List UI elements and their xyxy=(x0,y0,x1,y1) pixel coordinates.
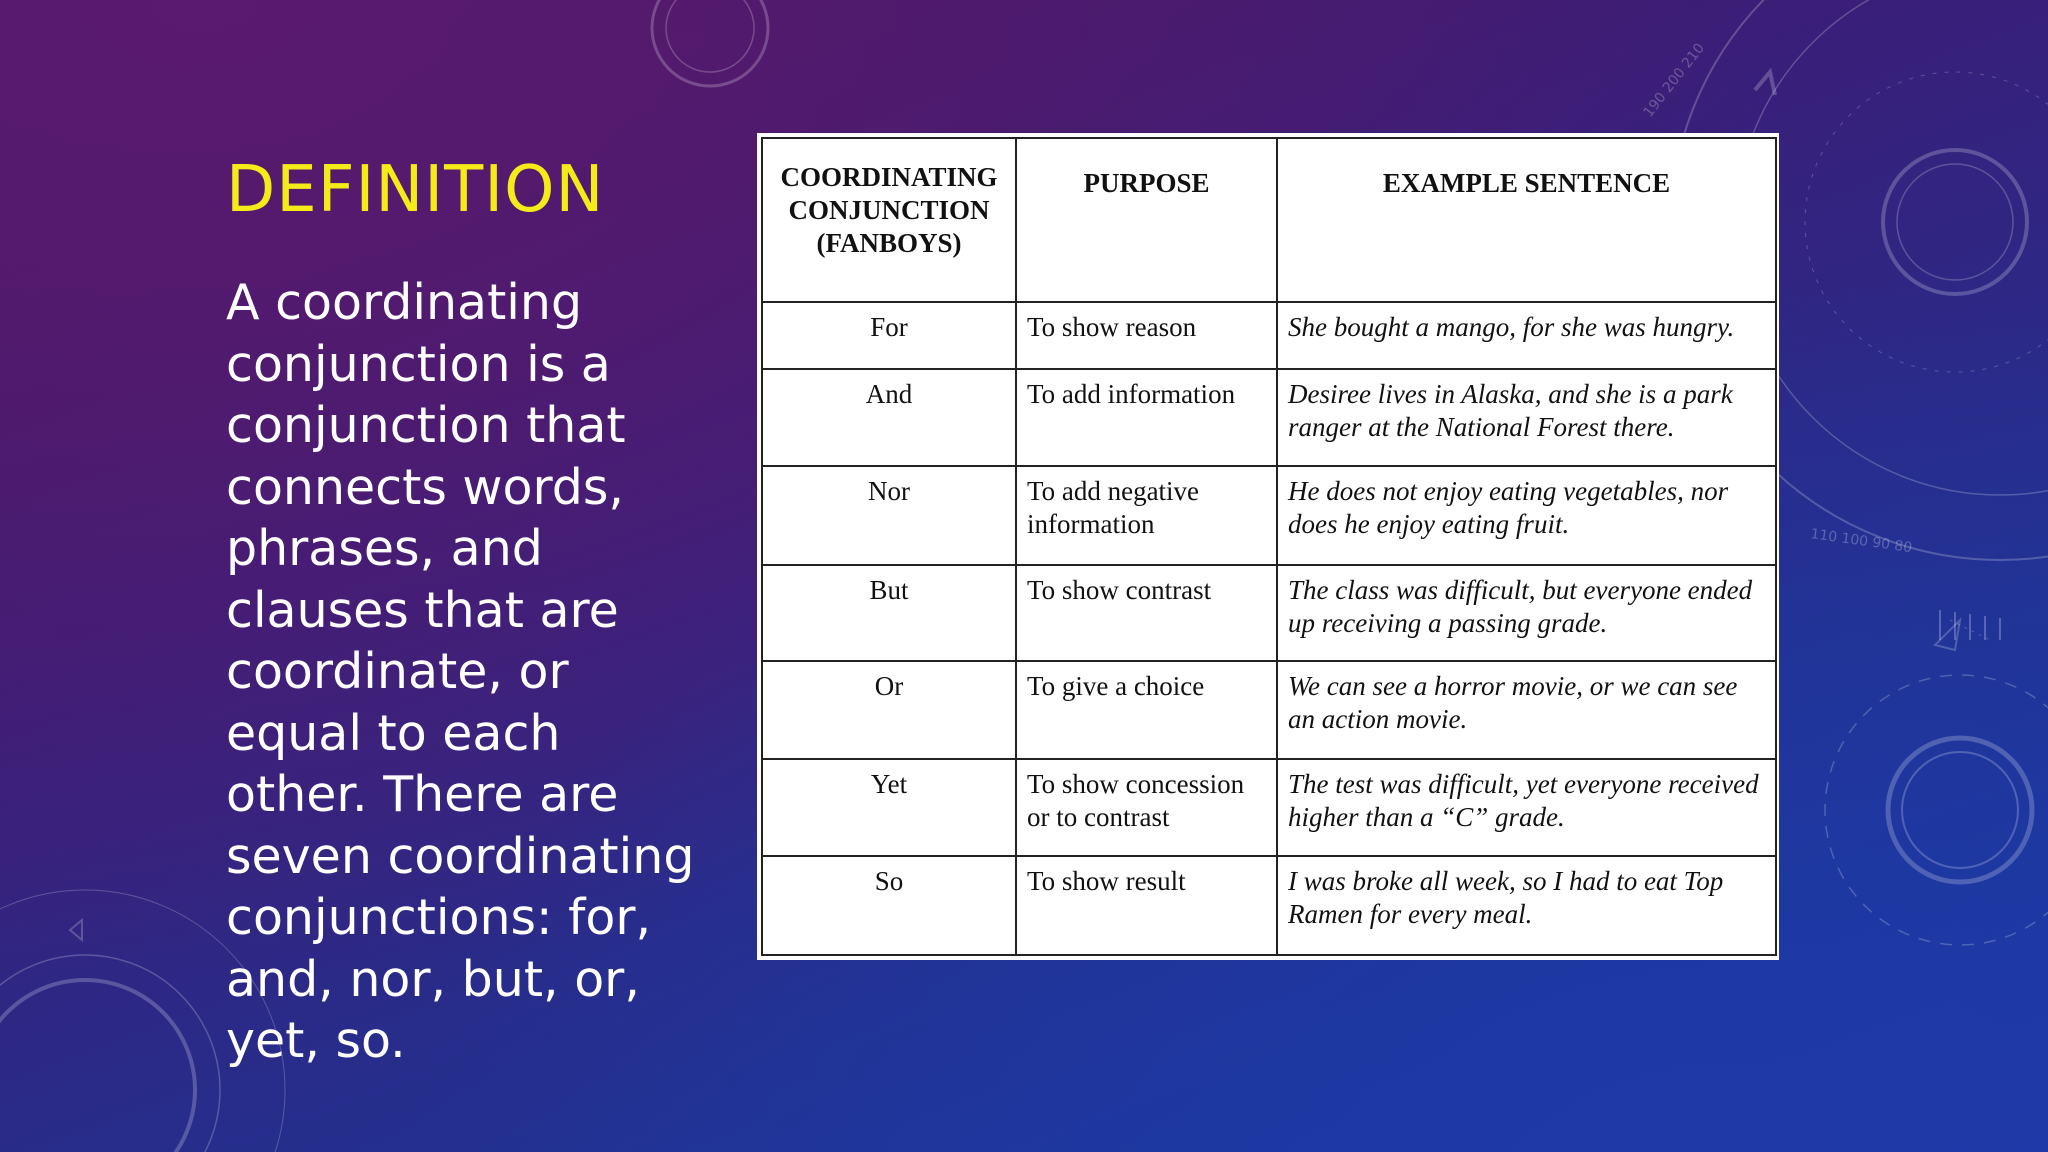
cell-conjunction: But xyxy=(762,565,1016,661)
cell-conjunction: So xyxy=(762,856,1016,955)
fanboys-table xyxy=(761,137,1777,956)
cell-purpose: To give a choice xyxy=(1016,661,1277,759)
cell-conjunction: Nor xyxy=(762,466,1016,565)
table-row xyxy=(762,565,1776,661)
fanboys-table-image xyxy=(757,133,1779,960)
cell-purpose: To show result xyxy=(1016,856,1277,955)
header-example: EXAMPLE SENTENCE xyxy=(1277,138,1776,302)
cell-conjunction: Or xyxy=(762,661,1016,759)
cell-example: Desiree lives in Alaska, and she is a park ranger at the National Forest there. xyxy=(1277,369,1776,466)
dial-label-right: 110 100 90 80 xyxy=(1809,526,1914,557)
table-row xyxy=(762,759,1776,856)
table-header-row xyxy=(762,138,1776,302)
slide-title: DEFINITION xyxy=(226,153,605,227)
cell-example: He does not enjoy eating vegetables, nor does he enjoy eating fruit. xyxy=(1277,466,1776,565)
cell-conjunction: For xyxy=(762,302,1016,369)
table-row xyxy=(762,466,1776,565)
definition-text: A coordinating conjunction is a conjunction that connects words, phrases, and clauses that are coordinate, or equal to each other. There are seven coordinating conjunctions: for, and, nor, but, or, yet, so. xyxy=(226,274,695,1069)
cell-example: I was broke all week, so I had to eat Top Ramen for every meal. xyxy=(1277,856,1776,955)
dial-label-top: 190 200 210 xyxy=(1640,40,1708,121)
cell-conjunction: And xyxy=(762,369,1016,466)
cell-example: The test was difficult, yet everyone received higher than a “C” grade. xyxy=(1277,759,1776,856)
cell-purpose: To add negative information xyxy=(1016,466,1277,565)
cell-purpose: To show reason xyxy=(1016,302,1277,369)
table-row xyxy=(762,856,1776,955)
table-row xyxy=(762,302,1776,369)
cell-example: She bought a mango, for she was hungry. xyxy=(1277,302,1776,369)
table-row xyxy=(762,369,1776,466)
cell-conjunction: Yet xyxy=(762,759,1016,856)
cell-example: The class was difficult, but everyone ended up receiving a passing grade. xyxy=(1277,565,1776,661)
cell-purpose: To show contrast xyxy=(1016,565,1277,661)
cell-purpose: To show concession or to contrast xyxy=(1016,759,1277,856)
cell-purpose: To add information xyxy=(1016,369,1277,466)
cell-example: We can see a horror movie, or we can see an action movie. xyxy=(1277,661,1776,759)
table-row xyxy=(762,661,1776,759)
header-conjunction: COORDINATING CONJUNCTION (FANBOYS) xyxy=(762,138,1016,302)
header-purpose: PURPOSE xyxy=(1016,138,1277,302)
